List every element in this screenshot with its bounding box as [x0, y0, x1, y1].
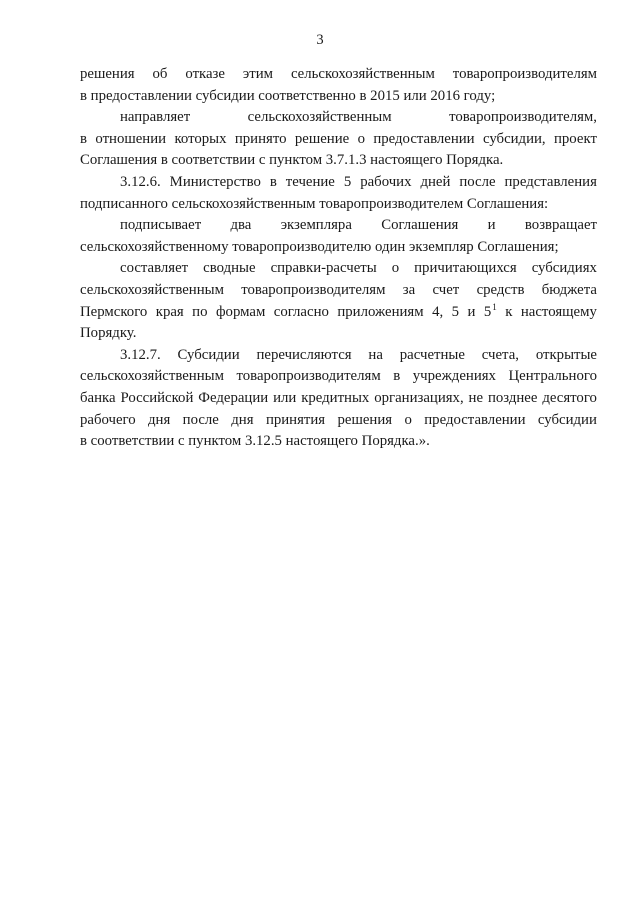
word: товаропроизводителям: [241, 281, 386, 298]
document-body: [80, 64, 597, 453]
word: рабочих: [360, 173, 412, 190]
word: 3.12.6.: [120, 173, 161, 190]
word: субсидии,: [482, 130, 546, 147]
word: Министерство: [169, 173, 261, 190]
word: которых: [174, 130, 227, 147]
text-line: в предоставлении субсидии соответственно в 2015 или 2016 году;: [80, 87, 496, 104]
word: Центрального: [508, 368, 597, 385]
word: подписывает: [120, 217, 202, 234]
word: составляет: [120, 260, 189, 277]
text-line: Порядку.: [80, 325, 137, 342]
word: Федерации: [198, 389, 269, 406]
text-line: подписанного сельскохозяйственным товаропроизводителем Соглашения:: [80, 195, 549, 212]
word: формам: [215, 303, 266, 320]
word: причитающихся: [414, 260, 517, 277]
word: согласно: [273, 303, 329, 320]
word: или: [273, 389, 297, 406]
word: в: [269, 173, 277, 190]
word: направляет: [120, 109, 191, 126]
word: бюджета: [541, 281, 597, 298]
word: в: [393, 368, 401, 385]
word: решения: [80, 66, 135, 82]
word: Пермского: [80, 303, 148, 320]
text-line: [80, 388, 597, 410]
superscript-one: 1: [492, 301, 497, 312]
paragraph: [80, 345, 597, 453]
word: о: [357, 130, 365, 147]
text-line: Соглашения в соответствии с пунктом 3.7.1.3 настоящего Порядка.: [80, 152, 504, 169]
word: организациях,: [374, 389, 464, 406]
word: принято: [234, 130, 287, 147]
word: к: [505, 303, 513, 320]
word: субсидиях: [531, 260, 597, 277]
text-line: [80, 258, 597, 280]
word: сельскохозяйственным: [80, 281, 224, 298]
word: товаропроизводителям,: [449, 109, 597, 126]
word: сельскохозяйственным: [247, 109, 392, 126]
word: настоящему: [520, 303, 597, 320]
word: по: [192, 303, 208, 320]
word: дня: [148, 411, 171, 428]
text-line: [80, 345, 597, 367]
word: счет: [432, 281, 460, 298]
word: рабочего: [80, 411, 136, 428]
text-line: [80, 64, 597, 86]
word: дней: [420, 173, 451, 190]
word: проект: [553, 130, 597, 147]
word: течение: [285, 173, 335, 190]
text-line: [80, 366, 597, 388]
word: решения: [337, 411, 393, 428]
word: края: [155, 303, 184, 320]
text-line: [80, 129, 597, 151]
word: на: [368, 346, 383, 363]
text-line: в соответствии с пунктом 3.12.5 настоящего Порядка.».: [80, 433, 430, 450]
word: после: [182, 411, 219, 428]
word: возвращает: [524, 217, 597, 234]
word: учреждениях: [412, 368, 496, 385]
word: 5: [451, 303, 460, 320]
word: 4,: [432, 303, 444, 320]
word: субсидии: [537, 411, 597, 428]
text-line: [80, 410, 597, 432]
word: в: [80, 130, 87, 147]
word: счета,: [481, 346, 519, 363]
text-line: [80, 302, 597, 324]
word: за: [402, 281, 416, 298]
word: экземпляра: [280, 217, 352, 234]
text-line: [80, 280, 597, 302]
word: сельскохозяйственным: [80, 368, 224, 385]
paragraph: [80, 107, 597, 172]
word: отказе: [185, 66, 225, 82]
word: Российской: [120, 389, 194, 406]
text-line: [80, 215, 597, 237]
word: товаропроизводителям: [452, 66, 597, 82]
word: принятия: [265, 411, 326, 428]
word: сельскохозяйственным: [290, 66, 435, 82]
word: об: [152, 66, 168, 82]
word: приложениям: [337, 303, 424, 320]
word: 5: [343, 173, 352, 190]
word: перечисляются: [256, 346, 352, 363]
word: справки-расчеты: [270, 260, 377, 277]
paragraph: [80, 215, 597, 258]
word: два: [230, 217, 252, 234]
word: банка: [80, 389, 116, 406]
word: этим: [242, 66, 274, 82]
word: Соглашения: [381, 217, 459, 234]
text-line: сельскохозяйственному товаропроизводителю один экземпляр Соглашения;: [80, 238, 559, 255]
word: и: [487, 217, 496, 234]
word: $5^1$: [483, 301, 497, 320]
word: предоставлении: [424, 411, 526, 428]
word: после: [459, 173, 496, 190]
word: Субсидии: [177, 346, 240, 363]
word: средств: [476, 281, 525, 298]
word: отношении: [95, 130, 167, 147]
word: представления: [504, 173, 597, 190]
word: и: [467, 303, 476, 320]
word: кредитных: [301, 389, 370, 406]
word: десятого: [542, 389, 597, 406]
paragraph: [80, 172, 597, 215]
word: предоставлении: [373, 130, 475, 147]
word: расчетные: [399, 346, 465, 363]
word: о: [404, 411, 412, 428]
word: не: [468, 389, 484, 406]
word: товаропроизводителям: [236, 368, 381, 385]
text-line: [80, 107, 597, 129]
word: открытые: [535, 346, 597, 363]
word: сводные: [203, 260, 256, 277]
word: о: [391, 260, 400, 277]
word: решение: [294, 130, 350, 147]
word: 3.12.7.: [120, 346, 161, 363]
word: позднее: [487, 389, 538, 406]
text-line: [80, 172, 597, 194]
page-number: 3: [316, 32, 324, 48]
word: дня: [231, 411, 254, 428]
paragraph: [80, 258, 597, 344]
paragraph: [80, 64, 597, 107]
